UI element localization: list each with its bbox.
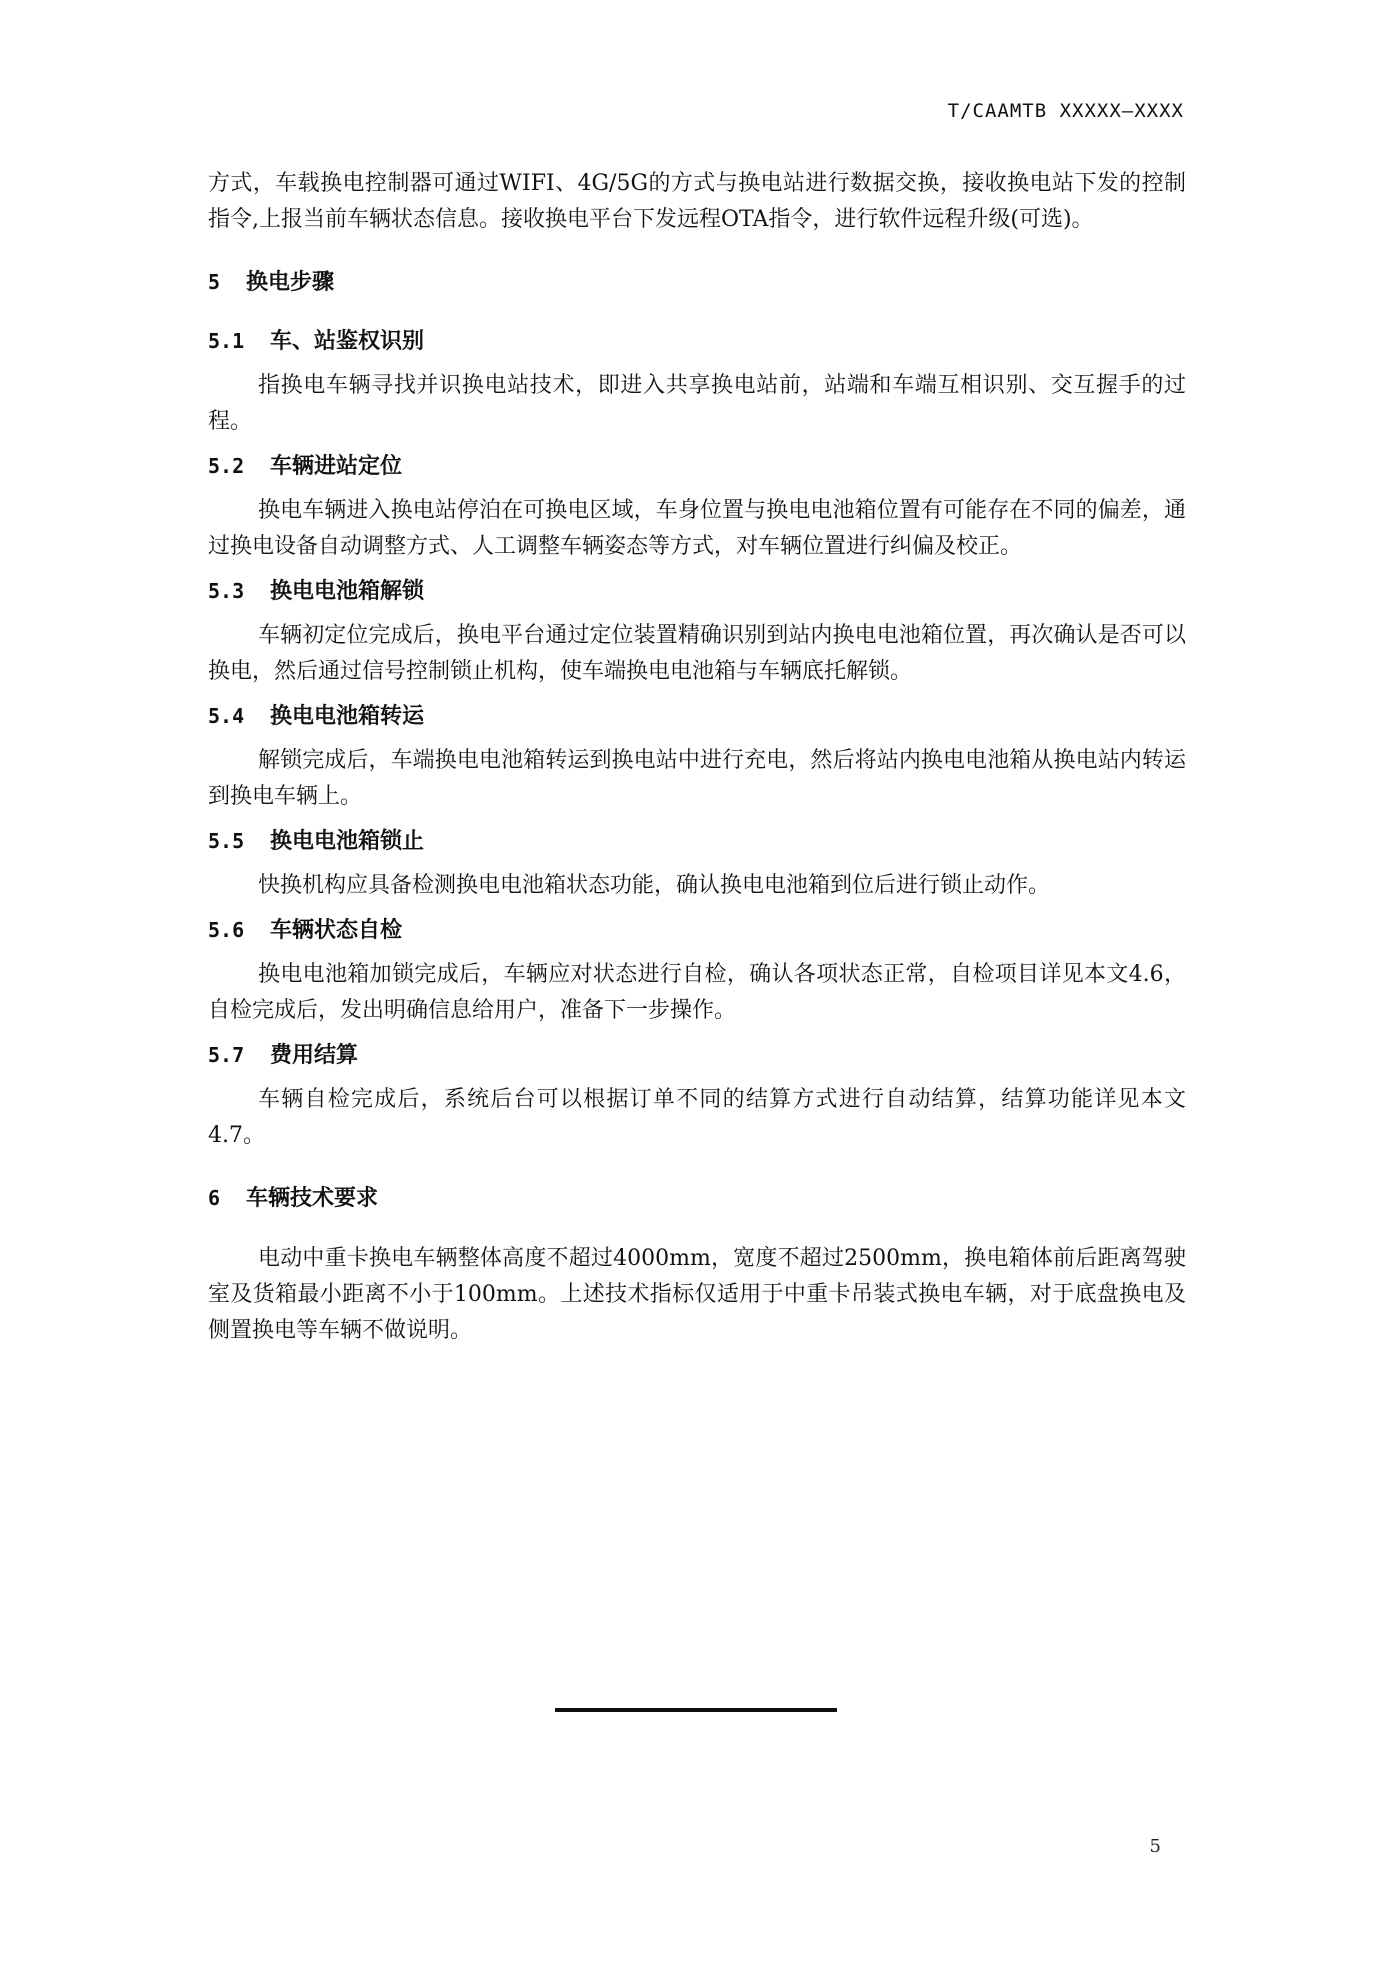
end-of-document-rule (555, 1708, 837, 1712)
subsection-number: 5.2 (208, 454, 245, 478)
section-5-title: 换电步骤 (246, 270, 335, 295)
subsection-number: 5.4 (208, 704, 245, 728)
subsection-5-6-text: 换电电池箱加锁完成后，车辆应对状态进行自检，确认各项状态正常，自检项目详见本文4.6，自检完成后，发出明确信息给用户，准备下一步操作。 (208, 962, 1186, 1023)
subsection-5-4-heading (208, 698, 1186, 735)
subsection-5-5-text: 快换机构应具备检测换电电池箱状态功能，确认换电电池箱到位后进行锁止动作。 (258, 873, 1051, 898)
subsection-title: 换电电池箱转运 (270, 704, 425, 729)
section-5-number: 5 (208, 270, 221, 294)
subsection-5-4-text: 解锁完成后，车端换电电池箱转运到换电站中进行充电，然后将站内换电电池箱从换电站内转运到换电车辆上。 (208, 748, 1186, 809)
subsection-title: 换电电池箱解锁 (270, 579, 425, 604)
page-number: 5 (1149, 1836, 1161, 1857)
subsection-number: 5.1 (208, 329, 245, 353)
subsection-title: 车辆状态自检 (270, 918, 403, 943)
intro-paragraph: 方式，车载换电控制器可通过WIFI、4G/5G的方式与换电站进行数据交换，接收换电站下发的控制指令,上报当前车辆状态信息。接收换电平台下发远程OTA指令，进行软件远程升级(可选)。 (208, 171, 1186, 232)
subsection-number: 5.7 (208, 1043, 245, 1067)
subsection-5-7-text: 车辆自检完成后，系统后台可以根据订单不同的结算方式进行自动结算，结算功能详见本文4.7。 (208, 1087, 1186, 1148)
subsection-5-1-text: 指换电车辆寻找并识换电站技术，即进入共享换电站前，站端和车端互相识别、交互握手的过程。 (208, 373, 1186, 434)
section-6-heading (208, 1180, 1186, 1217)
subsection-5-6-heading (208, 912, 1186, 949)
subsection-title: 车、站鉴权识别 (270, 329, 425, 354)
subsection-number: 5.5 (208, 829, 245, 853)
subsection-title: 车辆进站定位 (270, 454, 403, 479)
subsection-number: 5.6 (208, 918, 245, 942)
subsection-5-5-heading (208, 823, 1186, 860)
subsection-5-2-text: 换电车辆进入换电站停泊在可换电区域，车身位置与换电电池箱位置有可能存在不同的偏差，通过换电设备自动调整方式、人工调整车辆姿态等方式，对车辆位置进行纠偏及校正。 (208, 498, 1186, 559)
subsection-title: 费用结算 (270, 1043, 359, 1068)
subsection-5-1-heading (208, 323, 1186, 360)
section-6-title: 车辆技术要求 (246, 1186, 379, 1211)
subsection-5-7-heading (208, 1037, 1186, 1074)
section-5-heading (208, 264, 1186, 301)
section-6-number: 6 (208, 1186, 221, 1210)
subsection-title: 换电电池箱锁止 (270, 829, 425, 854)
subsection-5-2-heading (208, 448, 1186, 485)
subsection-5-3-text: 车辆初定位完成后，换电平台通过定位装置精确识别到站内换电电池箱位置，再次确认是否可以换电，然后通过信号控制锁止机构，使车端换电电池箱与车辆底托解锁。 (208, 623, 1186, 684)
document-body (208, 166, 1186, 1349)
document-code-header: T/CAAMTB XXXXX—XXXX (947, 100, 1184, 122)
section-6-text: 电动中重卡换电车辆整体高度不超过4000mm，宽度不超过2500mm，换电箱体前后距离驾驶室及货箱最小距离不小于100mm。上述技术指标仅适用于中重卡吊装式换电车辆，对于底盘换电及侧置换电等车辆不做说明。 (208, 1246, 1186, 1343)
subsection-number: 5.3 (208, 579, 245, 603)
subsection-5-3-heading (208, 573, 1186, 610)
